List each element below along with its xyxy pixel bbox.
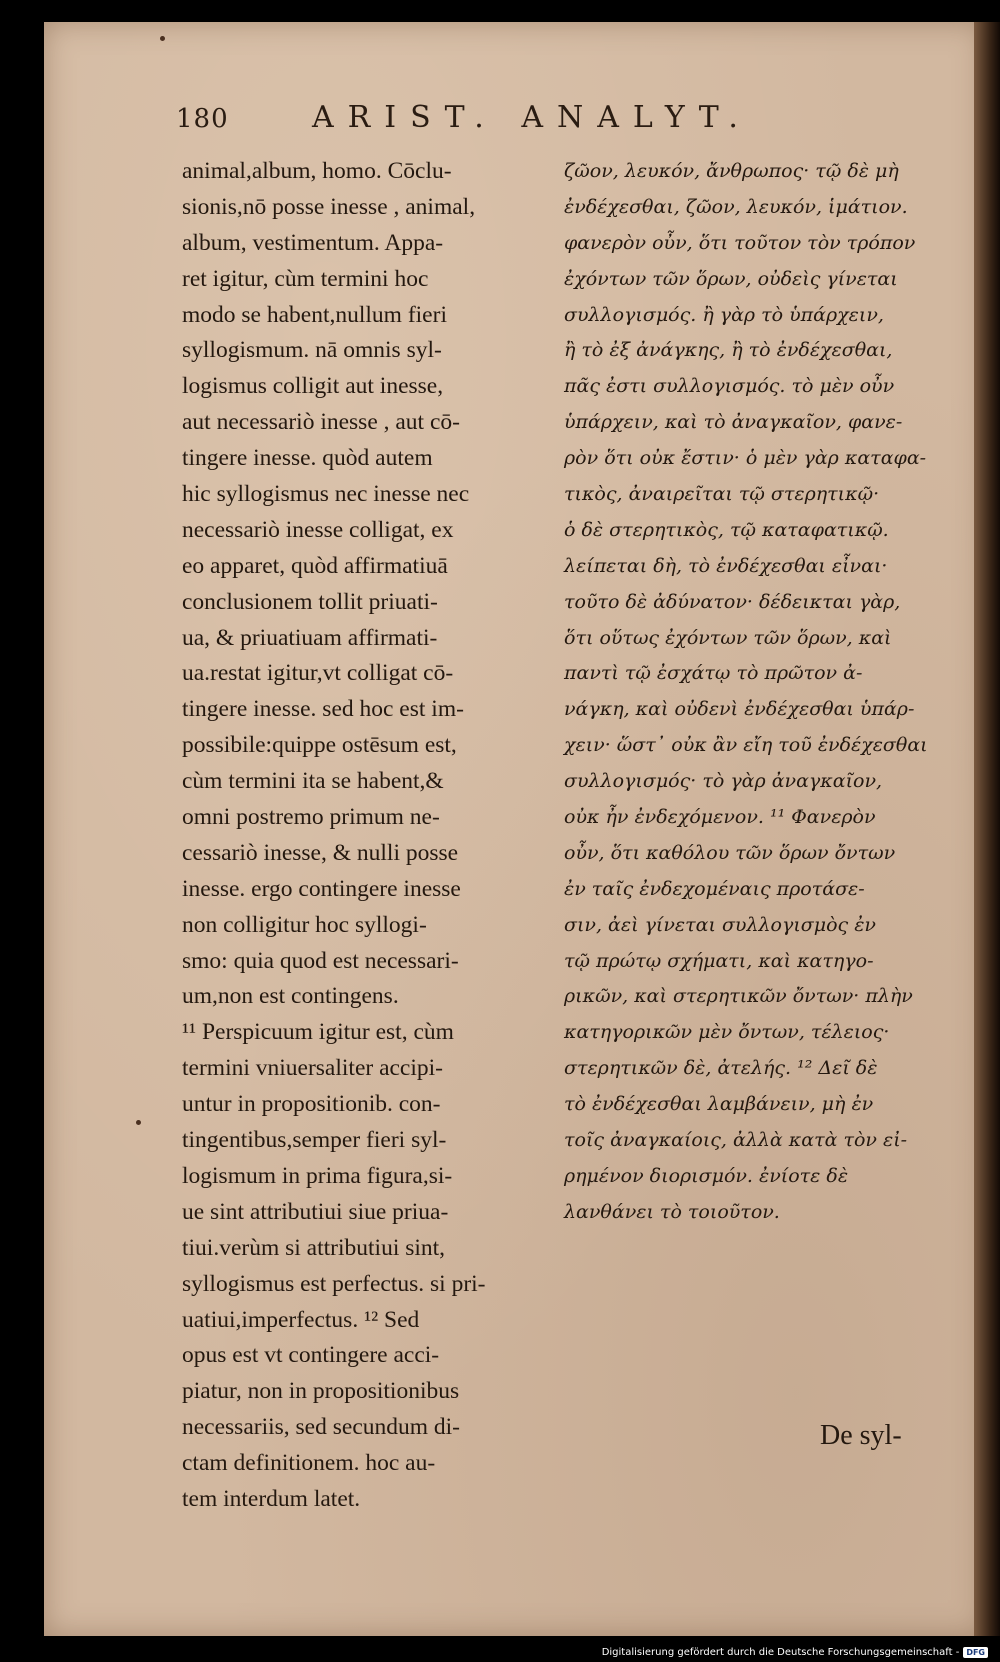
latin-text-line: um,non est contingens.	[182, 983, 399, 1010]
greek-text-line: σιν, ἀεὶ γίνεται συλλογισμὸς ἐν	[564, 913, 876, 936]
greek-text-line: ἐν ταῖς ἐνδεχομέναις προτάσε-	[564, 877, 865, 900]
latin-text-line: hic syllogismus nec inesse nec	[182, 481, 470, 508]
greek-text-line: κατηγορικῶν μὲν ὄντων, τέλειος·	[564, 1021, 890, 1044]
latin-text-line: necessariò inesse colligat, ex	[182, 516, 454, 543]
digitization-credit	[602, 1647, 988, 1658]
latin-text-line: cessariò inesse, & nulli posse	[182, 839, 459, 866]
latin-text-line: cùm termini ita se habent,&	[182, 768, 444, 795]
latin-text-line: smo: quia quod est necessari-	[182, 947, 459, 974]
latin-text-line: modo se habent,nullum fieri	[182, 301, 447, 328]
latin-text-line: tem interdum latet.	[182, 1485, 361, 1512]
latin-text-line: uatiui,imperfectus. ¹² Sed	[182, 1306, 420, 1333]
greek-text-line: ὁ δὲ στερητικὸς, τῷ καταφατικῷ.	[564, 518, 889, 541]
running-title: ARIST. ANALYT.	[312, 100, 752, 135]
latin-text-line: omni postremo primum ne-	[182, 804, 440, 831]
greek-text-line: ἐνδέχεσθαι, ζῶον, λευκόν, ἱμάτιον.	[564, 195, 908, 218]
greek-text-line: ὑπάρχειν, καὶ τὸ ἀναγκαῖον, φανε-	[564, 411, 903, 434]
greek-text-line: ὅτι οὕτως ἐχόντων τῶν ὅρων, καὶ	[564, 626, 892, 649]
greek-text-line: τοῦτο δὲ ἀδύνατον· δέδεικται γὰρ,	[564, 590, 901, 613]
latin-text-line: logismum in prima figura,si-	[182, 1162, 453, 1189]
latin-text-line: conclusionem tollit priuati-	[182, 588, 438, 615]
greek-text-line: παντὶ τῷ ἐσχάτῳ τὸ πρῶτον ἀ-	[564, 662, 863, 685]
book-spine	[974, 22, 1000, 1636]
latin-text-line: sionis,nō posse inesse , animal,	[182, 193, 476, 220]
latin-text-line: possibile:quippe ostēsum est,	[182, 732, 457, 759]
greek-text-line: ρικῶν, καὶ στερητικῶν ὄντων· πλὴν	[564, 985, 913, 1008]
latin-text-line: logismus colligit aut inesse,	[182, 373, 444, 400]
latin-text-line: ua.restat igitur,vt colligat cō-	[182, 660, 454, 687]
page-header	[0, 98, 1000, 138]
greek-text-line: τὸ ἐνδέχεσθαι λαμβάνειν, μὴ ἐν	[564, 1093, 874, 1116]
latin-text-line: opus est vt contingere acci-	[182, 1342, 440, 1369]
latin-text-line: termini vniuersaliter accipi-	[182, 1055, 444, 1082]
latin-text-line: untur in propositionib. con-	[182, 1091, 441, 1118]
latin-text-line: non colligitur hoc syllogi-	[182, 911, 427, 938]
greek-text-line: φανερὸν οὖν, ὅτι τοῦτον τὸν τρόπον	[564, 231, 916, 254]
latin-text-line: animal,album, homo. Cōclu-	[182, 158, 452, 184]
greek-text-line: συλλογισμός· τὸ γὰρ ἀναγκαῖον,	[564, 770, 883, 793]
greek-text-line: τοῖς ἀναγκαίοις, ἀλλὰ κατὰ τὸν εἰ-	[564, 1129, 908, 1152]
greek-text-line: ρὸν ὅτι οὐκ ἔστιν· ὁ μὲν γὰρ καταφα-	[564, 447, 927, 470]
greek-text-line: ρημένον διορισμόν. ἐνίοτε δὲ	[564, 1164, 849, 1187]
greek-text-line: νάγκη, καὶ οὐδενὶ ἐνδέχεσθαι ὑπάρ-	[564, 698, 915, 721]
latin-text-line: ctam definitionem. hoc au-	[182, 1450, 436, 1477]
latin-text-line: ua, & priuatiuam affirmati-	[182, 624, 438, 651]
latin-text-line: album, vestimentum. Appa-	[182, 229, 444, 256]
latin-text-line: ue sint attributiui siue priua-	[182, 1198, 449, 1225]
latin-text-line: necessariis, sed secundum di-	[182, 1414, 461, 1441]
latin-text-line: eo apparet, quòd affirmatiuā	[182, 552, 448, 579]
ink-spot	[136, 1120, 141, 1125]
latin-text-line: ret igitur, cùm termini hoc	[182, 265, 429, 292]
latin-text-line: ¹¹ Perspicuum igitur est, cùm	[182, 1019, 454, 1046]
catchword: De syl-	[820, 1420, 902, 1451]
page-number: 180	[176, 104, 229, 134]
latin-text-line: inesse. ergo contingere inesse	[182, 875, 461, 902]
greek-text-line: τικὸς, ἀναιρεῖται τῷ στερητικῷ·	[564, 483, 880, 506]
greek-column	[564, 154, 954, 1231]
latin-text-line: tingere inesse. quòd autem	[182, 445, 433, 472]
greek-text-line: οὐκ ἦν ἐνδεχόμενον. ¹¹ Φανερὸν	[564, 806, 876, 829]
latin-text-line: tiui.verùm si attributiui sint,	[182, 1234, 446, 1261]
latin-text-line: piatur, non in propositionibus	[182, 1378, 460, 1405]
latin-text-line: syllogismum. nā omnis syl-	[182, 337, 442, 364]
latin-column	[182, 154, 554, 1518]
greek-text-line: λείπεται δὴ, τὸ ἐνδέχεσθαι εἶναι·	[564, 554, 888, 577]
greek-text-line: ἐχόντων τῶν ὅρων, οὐδεὶς γίνεται	[564, 267, 898, 290]
latin-text-line: syllogismus est perfectus. si pri-	[182, 1270, 486, 1297]
greek-text-line: τῷ πρώτῳ σχήματι, καὶ κατηγο-	[564, 949, 874, 972]
greek-text-line: ἢ τὸ ἐξ ἀνάγκης, ἢ τὸ ἐνδέχεσθαι,	[564, 339, 893, 362]
greek-text-line: πᾶς ἐστι συλλογισμός. τὸ μὲν οὖν	[564, 375, 895, 398]
greek-text-line: λανθάνει τὸ τοιοῦτον.	[564, 1200, 780, 1223]
latin-text-line: aut necessariò inesse , aut cō-	[182, 409, 460, 436]
latin-text-line: tingentibus,semper fieri syl-	[182, 1127, 447, 1154]
credit-text: Digitalisierung gefördert durch die Deutsche Forschungsgemeinschaft -	[601, 1647, 960, 1658]
greek-text-line: ζῶον, λευκόν, ἄνθρωπος· τῷ δὲ μὴ	[564, 160, 899, 182]
latin-text-line: tingere inesse. sed hoc est im-	[182, 696, 464, 723]
greek-text-line: στερητικῶν δὲ, ἀτελής. ¹² Δεῖ δὲ	[564, 1057, 878, 1080]
greek-text-line: οὖν, ὅτι καθόλου τῶν ὅρων ὄντων	[564, 841, 896, 864]
greek-text-line: συλλογισμός. ἢ γὰρ τὸ ὑπάρχειν,	[564, 303, 884, 326]
greek-text-line: χειν· ὥστ᾽ οὐκ ἂν εἴη τοῦ ἐνδέχεσθαι	[564, 734, 928, 757]
dfg-logo: DFG	[963, 1647, 988, 1658]
ink-spot	[160, 36, 165, 41]
